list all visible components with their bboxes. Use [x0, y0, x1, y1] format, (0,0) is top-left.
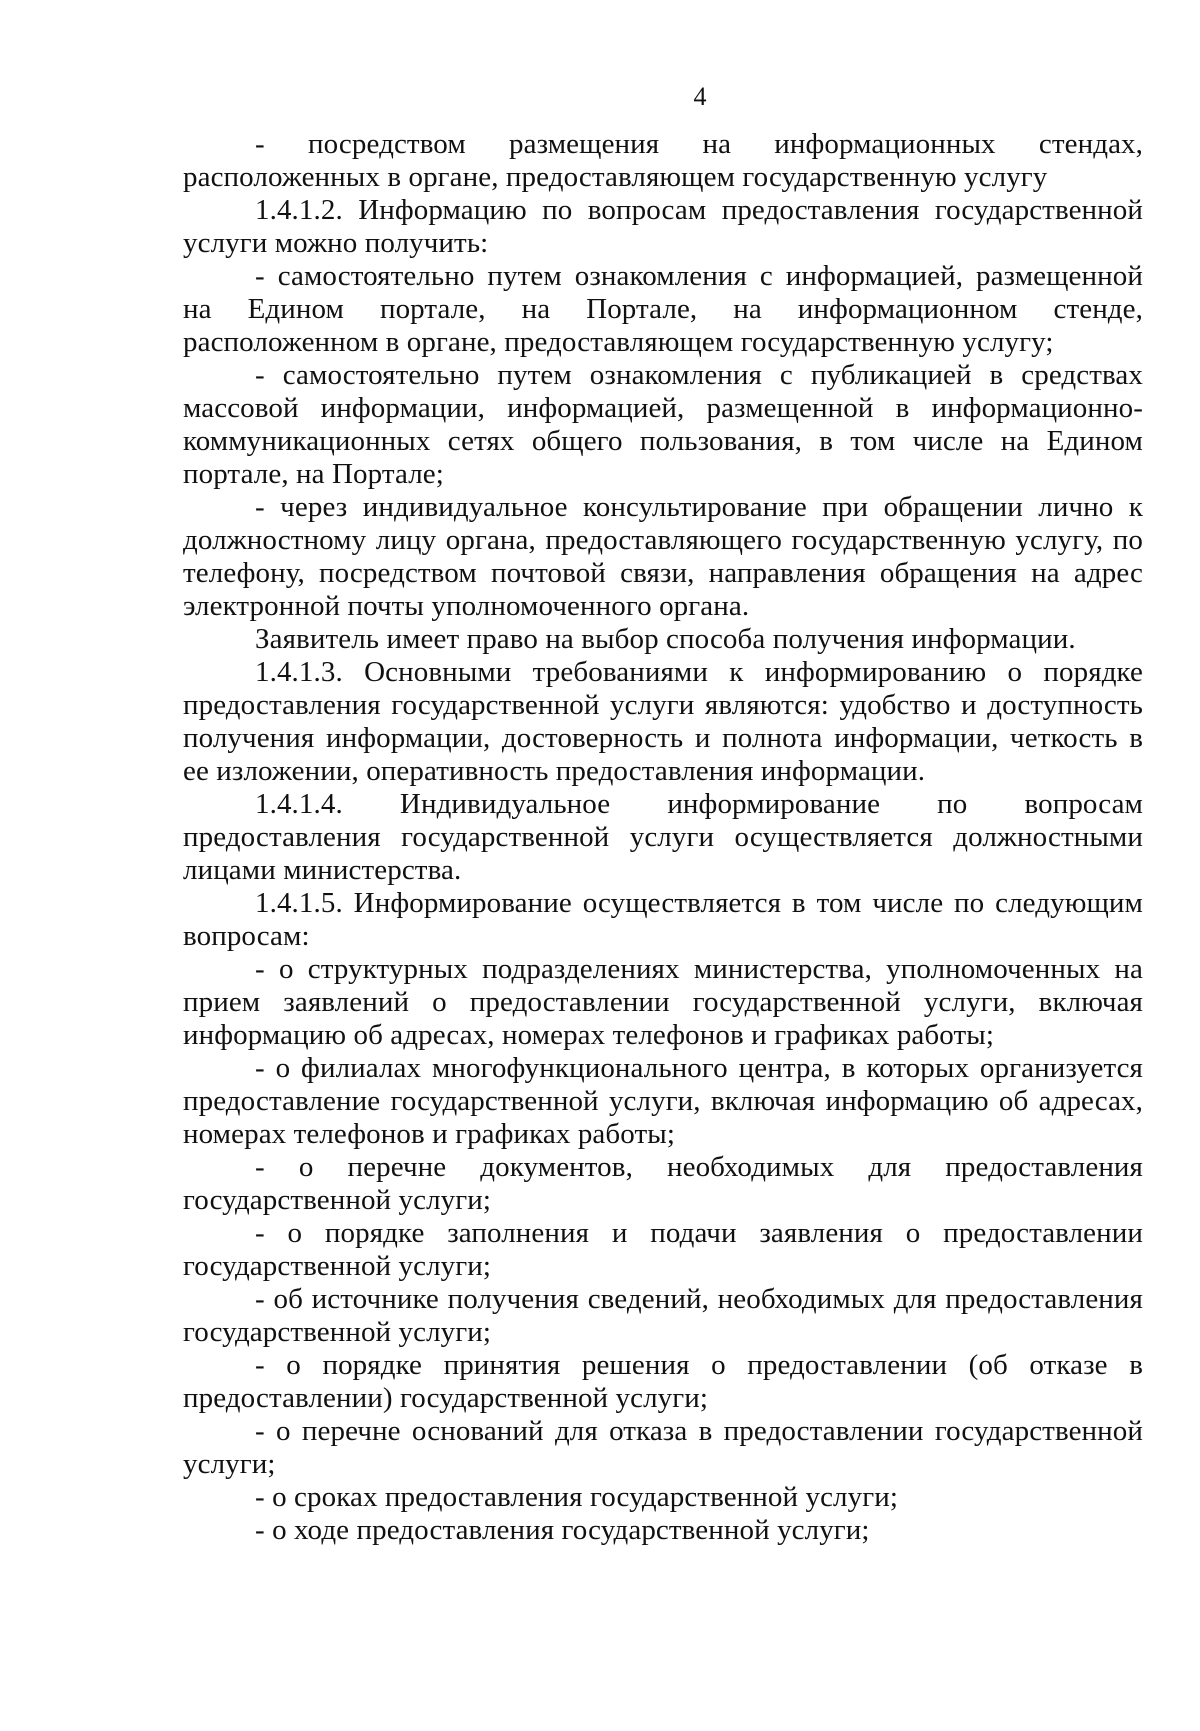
paragraph-15: - о порядке принятия решения о предоставлении (об отказе в предоставлении) государственной услуги; — [183, 1349, 1143, 1414]
page-number: 4 — [693, 82, 707, 111]
paragraph-14: - об источнике получения сведений, необходимых для предоставления государственной услуги; — [183, 1283, 1143, 1348]
paragraph-17: - о сроках предоставления государственной услуги; — [255, 1481, 898, 1513]
paragraph-7: 1.4.1.3. Основными требованиями к информированию о порядке предоставления государственной услуги являются: удобство и доступность получения информации, достоверность и полнота информации, четкость в ее изложении, оперативность предоставления информации. — [183, 656, 1143, 787]
paragraph-13: - о порядке заполнения и подачи заявления о предоставлении государственной услуги; — [183, 1217, 1143, 1282]
paragraph-3: - самостоятельно путем ознакомления с информацией, размещенной на Едином портале, на Портале, на информационном стенде, расположенном в органе, предоставляющем государственную услугу; — [183, 260, 1143, 358]
paragraph-16: - о перечне оснований для отказа в предоставлении государственной услуги; — [183, 1415, 1143, 1480]
paragraph-6: Заявитель имеет право на выбор способа получения информации. — [255, 623, 1076, 655]
paragraph-2: 1.4.1.2. Информацию по вопросам предоставления государственной услуги можно получить: — [183, 194, 1143, 259]
paragraph-5: - через индивидуальное консультирование при обращении лично к должностному лицу органа, предоставляющего государственную услугу, по телефону, посредством почтовой связи, направления обращения на адрес электронной почты уполномоченного органа. — [183, 491, 1143, 622]
paragraph-4: - самостоятельно путем ознакомления с публикацией в средствах массовой информации, информацией, размещенной в информационно-коммуникационных сетях общего пользования, в том числе на Едином портале, на Портале; — [183, 359, 1143, 490]
paragraph-8: 1.4.1.4. Индивидуальное информирование по вопросам предоставления государственной услуги осуществляется должностными лицами министерства. — [183, 788, 1143, 886]
paragraph-9: 1.4.1.5. Информирование осуществляется в том числе по следующим вопросам: — [183, 887, 1143, 952]
paragraph-12: - о перечне документов, необходимых для предоставления государственной услуги; — [183, 1151, 1143, 1216]
document-body — [183, 128, 1143, 1547]
paragraph-11: - о филиалах многофункционального центра, в которых организуется предоставление государственной услуги, включая информацию об адресах, номерах телефонов и графиках работы; — [183, 1052, 1143, 1150]
paragraph-18: - о ходе предоставления государственной услуги; — [255, 1514, 870, 1546]
paragraph-1: - посредством размещения на информационных стендах, расположенных в органе, предоставляющем государственную услугу — [183, 128, 1143, 193]
paragraph-10: - о структурных подразделениях министерства, уполномоченных на прием заявлений о предоставлении государственной услуги, включая информацию об адресах, номерах телефонов и графиках работы; — [183, 953, 1143, 1051]
